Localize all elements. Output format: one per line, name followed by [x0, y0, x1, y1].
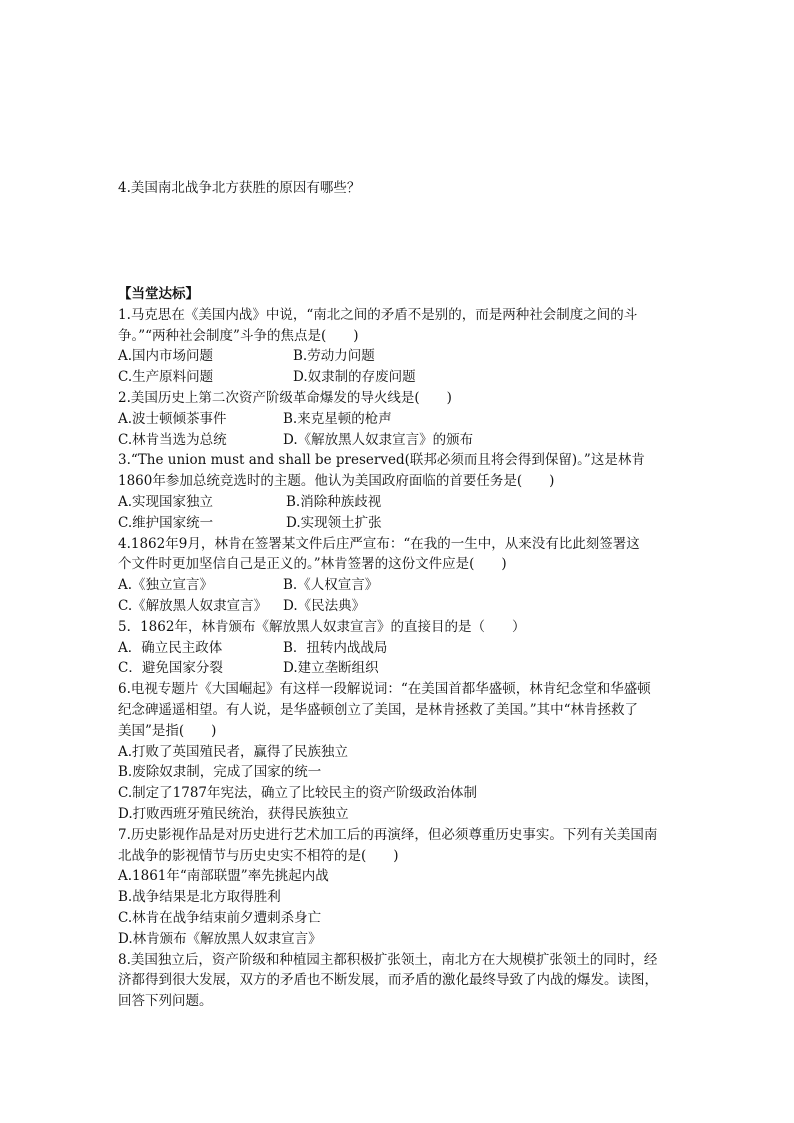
option-d: D.《解放黑人奴隶宣言》的颁布	[283, 431, 474, 448]
option-a: A．确立民主政体	[118, 639, 223, 656]
question-8	[118, 950, 678, 1012]
option-c: C.林肯在战争结束前夕遭刺杀身亡	[118, 909, 322, 926]
option-c: C.林肯当选为总统	[118, 431, 227, 448]
option-d: D.奴隶制的存废问题	[293, 369, 416, 386]
question-stem: 北战争的影视情节与历史史实不相符的是( )	[118, 847, 399, 864]
option-row	[118, 430, 678, 451]
option-a: A.打败了英国殖民者，赢得了民族独立	[118, 743, 349, 760]
option-row	[118, 513, 678, 534]
option-row	[118, 596, 678, 617]
option-b: B.来克星顿的枪声	[283, 410, 392, 427]
option-b: B．扭转内战战局	[283, 639, 388, 656]
question-stem: 济都得到很大发展，双方的矛盾也不断发展，而矛盾的激化最终导致了内战的爆发。读图，	[118, 972, 658, 989]
option-b: B.《人权宣言》	[283, 577, 379, 594]
question-1	[118, 305, 678, 388]
option-c: C.《解放黑人奴隶宣言》	[118, 597, 268, 614]
option-row	[118, 638, 678, 659]
question-5	[118, 617, 678, 679]
question-stem: 1860年参加总统竞选时的主题。他认为美国政府面临的首要任务是( )	[118, 473, 555, 490]
option-b: B.消除种族歧视	[286, 493, 382, 510]
option-b: B.劳动力问题	[293, 348, 375, 365]
question-stem: 2.美国历史上第二次资产阶级革命爆发的导火线是( )	[118, 389, 452, 406]
option-a: A.国内市场问题	[118, 348, 214, 365]
question-6	[118, 679, 678, 825]
option-row	[118, 658, 678, 679]
option-row	[118, 492, 678, 513]
question-3	[118, 450, 678, 533]
question-stem: 个文件时更加坚信自己是正义的。”林肯签署的这份文件应是( )	[118, 556, 507, 573]
question-stem: 纪念碑遥遥相望。有人说，是华盛顿创立了美国，是林肯拯救了美国。”其中“林肯拯救了	[118, 701, 639, 718]
option-d: D.实现领土扩张	[286, 514, 382, 531]
option-row	[118, 367, 678, 388]
option-b: B.废除奴隶制，完成了国家的统一	[118, 764, 322, 781]
question-stem: 3.“The union must and shall be preserved(联邦必须而且将会得到保留)。”这是林肯	[118, 452, 645, 469]
question-4	[118, 534, 678, 617]
option-a: A.1861年“南部联盟”率先挑起内战	[118, 868, 329, 885]
option-row	[118, 409, 678, 430]
question-2	[118, 388, 678, 450]
option-a: A.实现国家独立	[118, 493, 214, 510]
question-stem: 5．1862年，林肯颁布《解放黑人奴隶宣言》的直接目的是（ ）	[118, 618, 526, 635]
question-stem: 回答下列问题。	[118, 993, 213, 1010]
option-b: B.战争结果是北方取得胜利	[118, 889, 281, 906]
option-row	[118, 346, 678, 367]
practice-section	[118, 284, 678, 1012]
option-c: C.生产原料问题	[118, 369, 214, 386]
option-c: C.维护国家统一	[118, 514, 214, 531]
option-a: A.波士顿倾茶事件	[118, 410, 227, 427]
question-stem: 4.1862年9月，林肯在签署某文件后庄严宣布：“在我的一生中，从来没有比此刻签署这	[118, 535, 640, 552]
option-c: C．避免国家分裂	[118, 660, 223, 677]
option-d: D.打败西班牙殖民统治，获得民族独立	[118, 805, 349, 822]
option-d: D.林肯颁布《解放黑人奴隶宣言》	[118, 930, 322, 947]
question-stem: 6.电视专题片《大国崛起》有这样一段解说词：“在美国首都华盛顿，林肯纪念堂和华盛顿	[118, 681, 651, 698]
option-d: D.建立垄断组织	[283, 660, 379, 677]
question-4-essay: 4.美国南北战争北方获胜的原因有哪些？	[118, 180, 361, 196]
question-stem: 美国”是指( )	[118, 722, 217, 739]
section-title: 【当堂达标】	[118, 286, 199, 302]
question-stem: 争。”“两种社会制度”斗争的焦点是( )	[118, 327, 359, 344]
question-stem: 8.美国独立后，资产阶级和种植园主都积极扩张领土，南北方在大规模扩张领土的同时，经	[118, 951, 658, 968]
question-7	[118, 825, 678, 950]
question-stem: 7.历史影视作品是对历史进行艺术加工后的再演绎，但必须尊重历史事实。下列有关美国南	[118, 826, 658, 843]
option-row	[118, 575, 678, 596]
option-d: D.《民法典》	[283, 597, 366, 614]
question-stem: 1.马克思在《美国内战》中说，“南北之间的矛盾不是别的，而是两种社会制度之间的斗	[118, 306, 638, 323]
option-c: C.制定了1787年宪法，确立了比较民主的资产阶级政治体制	[118, 785, 477, 802]
option-a: A.《独立宣言》	[118, 577, 214, 594]
